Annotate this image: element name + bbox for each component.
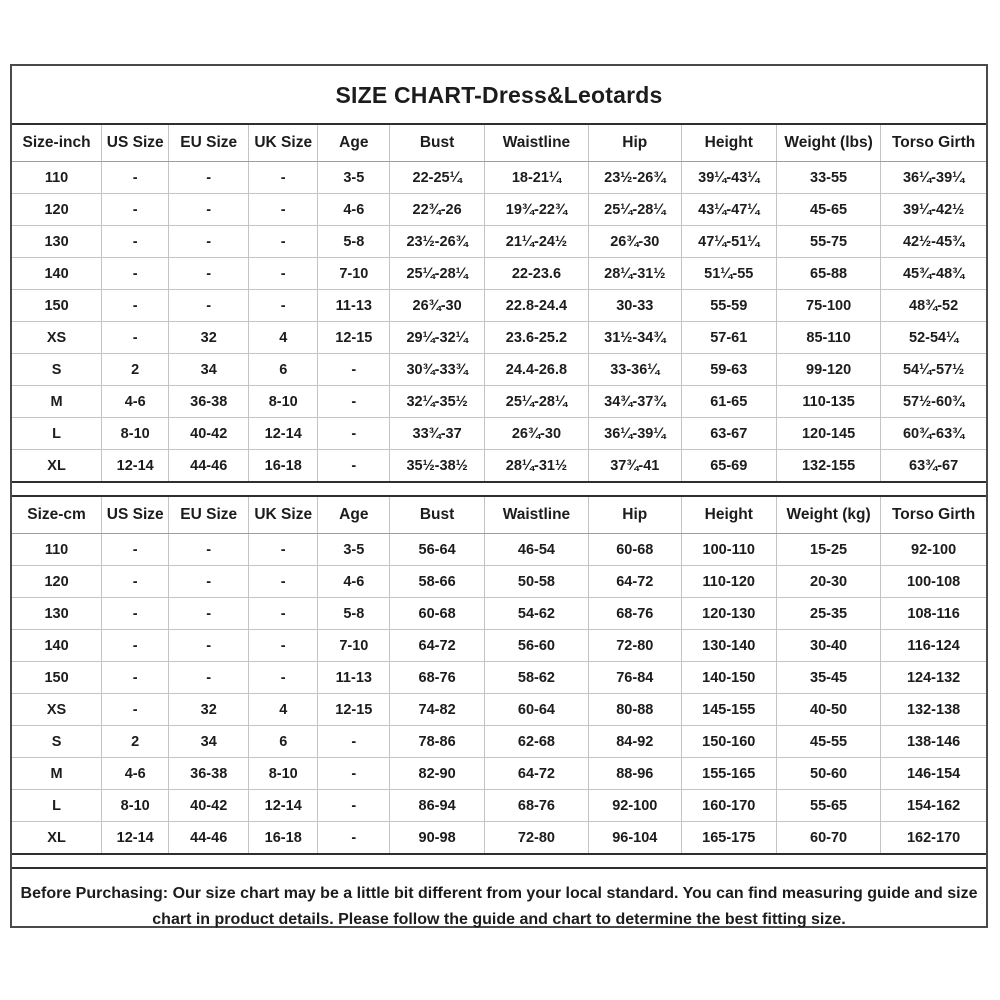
table-cell: 32: [169, 322, 249, 354]
table-cell: 110: [12, 534, 102, 566]
table-row: [12, 226, 986, 258]
table-cell: 7-10: [318, 258, 390, 290]
table-cell: 33-36¼: [589, 354, 682, 386]
table-cell: -: [169, 566, 249, 598]
table-cell: 3-5: [318, 534, 390, 566]
table-cell: 110: [12, 162, 102, 194]
table-cell: 150: [12, 290, 102, 322]
table-cell: 146-154: [881, 758, 986, 790]
header-cell: Hip: [589, 496, 682, 534]
table-row: [12, 758, 986, 790]
table-cell: 45-55: [776, 726, 880, 758]
table-cell: 59-63: [681, 354, 776, 386]
table-cell: 55-75: [776, 226, 880, 258]
table-cell: 82-90: [390, 758, 484, 790]
table-cell: 130-140: [681, 630, 776, 662]
table-cell: -: [102, 258, 169, 290]
table-cell: 78-86: [390, 726, 484, 758]
table-cell: 56-64: [390, 534, 484, 566]
table-cell: 16-18: [249, 450, 318, 483]
table-cell: 40-42: [169, 418, 249, 450]
table-cell: 39¼-42½: [881, 194, 986, 226]
table-cell: -: [102, 162, 169, 194]
table-cell: 5-8: [318, 226, 390, 258]
table-cell: -: [102, 566, 169, 598]
table-cell: 58-66: [390, 566, 484, 598]
table-cell: 84-92: [589, 726, 682, 758]
table-cell: 25¼-28¼: [589, 194, 682, 226]
table-cell: 68-76: [589, 598, 682, 630]
table-cell: 60-68: [589, 534, 682, 566]
table-cell: -: [318, 822, 390, 855]
header-cell: UK Size: [249, 124, 318, 162]
table-cell: 12-14: [249, 418, 318, 450]
table-cell: XS: [12, 322, 102, 354]
table-cell: 68-76: [390, 662, 484, 694]
table-cell: -: [249, 662, 318, 694]
table-cell: 16-18: [249, 822, 318, 855]
table-cell: 46-54: [484, 534, 588, 566]
table-cell: 22.8-24.4: [484, 290, 588, 322]
table-cell: 36-38: [169, 386, 249, 418]
table-cell: 140: [12, 630, 102, 662]
table-cell: 75-100: [776, 290, 880, 322]
table-cell: 130: [12, 226, 102, 258]
table-cell: 25¼-28¼: [484, 386, 588, 418]
table-cell: -: [169, 162, 249, 194]
table-cell: 29¼-32¼: [390, 322, 484, 354]
table-cell: 23½-26¾: [589, 162, 682, 194]
table-cell: 4: [249, 694, 318, 726]
header-cell: EU Size: [169, 124, 249, 162]
table-cell: -: [102, 290, 169, 322]
table-cell: -: [102, 694, 169, 726]
table-cell: 150-160: [681, 726, 776, 758]
table-cell: S: [12, 354, 102, 386]
table-cell: 132-138: [881, 694, 986, 726]
table-cell: 21¼-24½: [484, 226, 588, 258]
table-cell: 28¼-31½: [589, 258, 682, 290]
header-cell: Height: [681, 124, 776, 162]
table-cell: 63-67: [681, 418, 776, 450]
table-cell: 23½-26¾: [390, 226, 484, 258]
table-cell: -: [249, 194, 318, 226]
table-cell: 26¾-30: [390, 290, 484, 322]
table-cell: -: [318, 790, 390, 822]
table-cell: 32¼-35½: [390, 386, 484, 418]
table-cell: -: [318, 450, 390, 483]
table-cell: 57-61: [681, 322, 776, 354]
table-cell: -: [169, 290, 249, 322]
header-cell: US Size: [102, 496, 169, 534]
table-cell: 4: [249, 322, 318, 354]
table-cell: 12-15: [318, 694, 390, 726]
table-cell: 96-104: [589, 822, 682, 855]
table-cell: 42½-45¾: [881, 226, 986, 258]
table-cell: 160-170: [681, 790, 776, 822]
header-row: [12, 496, 986, 534]
table-cell: 2: [102, 726, 169, 758]
table-divider: [12, 483, 986, 495]
table-cell: -: [318, 758, 390, 790]
header-cell: Size-inch: [12, 124, 102, 162]
table-cell: 45-65: [776, 194, 880, 226]
table-cell: 50-60: [776, 758, 880, 790]
table-cell: 23.6-25.2: [484, 322, 588, 354]
table-cell: 55-65: [776, 790, 880, 822]
header-cell: Weight (kg): [776, 496, 880, 534]
header-cell: US Size: [102, 124, 169, 162]
table-cell: 34: [169, 726, 249, 758]
table-cell: 43¼-47¼: [681, 194, 776, 226]
table-cell: -: [249, 258, 318, 290]
table-cell: -: [318, 354, 390, 386]
table-cell: 36¼-39¼: [881, 162, 986, 194]
table-cell: 120: [12, 566, 102, 598]
table-cell: -: [318, 726, 390, 758]
table-cell: 150: [12, 662, 102, 694]
table-row: [12, 566, 986, 598]
table-cell: 32: [169, 694, 249, 726]
table-cell: 64-72: [484, 758, 588, 790]
size-table-inch: [12, 123, 986, 483]
table-cell: -: [249, 534, 318, 566]
table-cell: -: [249, 566, 318, 598]
table-cell: 24.4-26.8: [484, 354, 588, 386]
header-cell: Torso Girth: [881, 124, 986, 162]
table-cell: L: [12, 790, 102, 822]
table-cell: 50-58: [484, 566, 588, 598]
table-row: [12, 822, 986, 855]
table-cell: 37¾-41: [589, 450, 682, 483]
table-cell: 45¾-48¾: [881, 258, 986, 290]
table-row: [12, 290, 986, 322]
table-cell: 100-110: [681, 534, 776, 566]
table-cell: 6: [249, 354, 318, 386]
table-cell: 120-130: [681, 598, 776, 630]
table-row: [12, 354, 986, 386]
table-cell: -: [249, 598, 318, 630]
table-cell: -: [102, 322, 169, 354]
table-cell: 19¾-22¾: [484, 194, 588, 226]
table-cell: 100-108: [881, 566, 986, 598]
table-cell: 108-116: [881, 598, 986, 630]
table-cell: 154-162: [881, 790, 986, 822]
table-cell: XL: [12, 822, 102, 855]
table-cell: 25¼-28¼: [390, 258, 484, 290]
table-cell: 4-6: [318, 194, 390, 226]
table-cell: 33-55: [776, 162, 880, 194]
table-cell: 12-15: [318, 322, 390, 354]
table-cell: -: [102, 662, 169, 694]
table-cell: 20-30: [776, 566, 880, 598]
header-cell: Torso Girth: [881, 496, 986, 534]
table-cell: -: [318, 386, 390, 418]
table-cell: 39¼-43¼: [681, 162, 776, 194]
header-cell: Bust: [390, 496, 484, 534]
table-cell: 4-6: [318, 566, 390, 598]
table-cell: 99-120: [776, 354, 880, 386]
header-cell: Size-cm: [12, 496, 102, 534]
table-cell: 35-45: [776, 662, 880, 694]
table-cell: 162-170: [881, 822, 986, 855]
table-cell: 8-10: [102, 790, 169, 822]
table-cell: L: [12, 418, 102, 450]
table-cell: 60-64: [484, 694, 588, 726]
table-cell: 65-88: [776, 258, 880, 290]
table-cell: S: [12, 726, 102, 758]
table-cell: 12-14: [249, 790, 318, 822]
table-cell: 44-46: [169, 822, 249, 855]
table-cell: 68-76: [484, 790, 588, 822]
table-cell: 18-21¼: [484, 162, 588, 194]
table-cell: 140: [12, 258, 102, 290]
table-cell: 88-96: [589, 758, 682, 790]
table-cell: XL: [12, 450, 102, 483]
table-cell: -: [169, 534, 249, 566]
table-cell: 92-100: [881, 534, 986, 566]
table-cell: 124-132: [881, 662, 986, 694]
table-cell: 110-120: [681, 566, 776, 598]
table-cell: -: [249, 290, 318, 322]
table-cell: 60¾-63¾: [881, 418, 986, 450]
table-cell: 56-60: [484, 630, 588, 662]
table-cell: -: [169, 226, 249, 258]
table-cell: 40-42: [169, 790, 249, 822]
table-cell: 57½-60¾: [881, 386, 986, 418]
table-cell: 76-84: [589, 662, 682, 694]
table-cell: 4-6: [102, 758, 169, 790]
table-cell: 52-54¼: [881, 322, 986, 354]
table-cell: -: [102, 534, 169, 566]
table-row: [12, 322, 986, 354]
table-cell: 58-62: [484, 662, 588, 694]
table-cell: 54-62: [484, 598, 588, 630]
table-cell: 26¾-30: [589, 226, 682, 258]
table-cell: 8-10: [102, 418, 169, 450]
table-cell: 2: [102, 354, 169, 386]
table-cell: 34¾-37¾: [589, 386, 682, 418]
table-cell: 55-59: [681, 290, 776, 322]
table-cell: -: [169, 598, 249, 630]
table-cell: 80-88: [589, 694, 682, 726]
table-cell: 33¾-37: [390, 418, 484, 450]
table-cell: 36¼-39¼: [589, 418, 682, 450]
table-cell: 132-155: [776, 450, 880, 483]
table-cell: 22-25¼: [390, 162, 484, 194]
header-cell: Waistline: [484, 124, 588, 162]
table-cell: -: [102, 194, 169, 226]
table-cell: 22¾-26: [390, 194, 484, 226]
table-cell: 85-110: [776, 322, 880, 354]
table-row: [12, 450, 986, 483]
table-cell: 120-145: [776, 418, 880, 450]
table-cell: 140-150: [681, 662, 776, 694]
table-cell: 25-35: [776, 598, 880, 630]
table-cell: 62-68: [484, 726, 588, 758]
table-cell: 63¾-67: [881, 450, 986, 483]
table-row: [12, 162, 986, 194]
table-cell: 145-155: [681, 694, 776, 726]
table-cell: 138-146: [881, 726, 986, 758]
table-cell: 61-65: [681, 386, 776, 418]
table-cell: 8-10: [249, 386, 318, 418]
table-cell: 15-25: [776, 534, 880, 566]
table-row: [12, 386, 986, 418]
table-cell: 72-80: [484, 822, 588, 855]
table-cell: M: [12, 386, 102, 418]
table-cell: 54¼-57½: [881, 354, 986, 386]
table-cell: 72-80: [589, 630, 682, 662]
table-cell: 40-50: [776, 694, 880, 726]
table-cell: 11-13: [318, 662, 390, 694]
table-cell: 116-124: [881, 630, 986, 662]
table-cell: 12-14: [102, 822, 169, 855]
size-chart-frame: [10, 64, 988, 928]
table-row: [12, 534, 986, 566]
table-cell: 36-38: [169, 758, 249, 790]
table-cell: -: [102, 630, 169, 662]
table-cell: 12-14: [102, 450, 169, 483]
table-cell: XS: [12, 694, 102, 726]
table-cell: 165-175: [681, 822, 776, 855]
table-cell: 74-82: [390, 694, 484, 726]
table-cell: 3-5: [318, 162, 390, 194]
table-cell: 28¼-31½: [484, 450, 588, 483]
table-cell: 44-46: [169, 450, 249, 483]
table-cell: 64-72: [589, 566, 682, 598]
table-cell: -: [169, 258, 249, 290]
table-cell: 120: [12, 194, 102, 226]
header-cell: UK Size: [249, 496, 318, 534]
table-row: [12, 418, 986, 450]
table-cell: 35½-38½: [390, 450, 484, 483]
header-cell: Height: [681, 496, 776, 534]
table-row: [12, 630, 986, 662]
table-cell: 22-23.6: [484, 258, 588, 290]
purchase-note: Before Purchasing: Our size chart may be a little bit different from your local standard. You can find measuring guide and size chart in product details. Please follow the guide and chart to determine the best fitting size.: [12, 867, 986, 946]
table-cell: -: [102, 226, 169, 258]
table-cell: -: [169, 630, 249, 662]
table-cell: 60-70: [776, 822, 880, 855]
table-cell: 155-165: [681, 758, 776, 790]
header-cell: Waistline: [484, 496, 588, 534]
table-row: [12, 194, 986, 226]
table-cell: -: [249, 630, 318, 662]
table-cell: 47¼-51¼: [681, 226, 776, 258]
table-cell: 31½-34¾: [589, 322, 682, 354]
table-cell: -: [249, 162, 318, 194]
table-row: [12, 726, 986, 758]
table-cell: 60-68: [390, 598, 484, 630]
table-row: [12, 662, 986, 694]
table-cell: 30-40: [776, 630, 880, 662]
table-cell: 86-94: [390, 790, 484, 822]
table-cell: 6: [249, 726, 318, 758]
table-cell: M: [12, 758, 102, 790]
header-cell: Age: [318, 496, 390, 534]
page-title: SIZE CHART-Dress&Leotards: [335, 82, 663, 108]
table-cell: -: [249, 226, 318, 258]
table-cell: 30¾-33¾: [390, 354, 484, 386]
table-row: [12, 790, 986, 822]
table-cell: -: [318, 418, 390, 450]
table-row: [12, 694, 986, 726]
table-cell: 11-13: [318, 290, 390, 322]
table-cell: 51¼-55: [681, 258, 776, 290]
table-cell: 90-98: [390, 822, 484, 855]
table-row: [12, 258, 986, 290]
table-cell: 30-33: [589, 290, 682, 322]
header-cell: Age: [318, 124, 390, 162]
header-cell: EU Size: [169, 496, 249, 534]
header-row: [12, 124, 986, 162]
table-cell: 130: [12, 598, 102, 630]
table-cell: 7-10: [318, 630, 390, 662]
table-cell: 26¾-30: [484, 418, 588, 450]
table-cell: -: [169, 662, 249, 694]
table-cell: 8-10: [249, 758, 318, 790]
table-cell: -: [102, 598, 169, 630]
table-cell: 92-100: [589, 790, 682, 822]
header-cell: Weight (lbs): [776, 124, 880, 162]
table-cell: -: [169, 194, 249, 226]
table-cell: 34: [169, 354, 249, 386]
table-row: [12, 598, 986, 630]
table-cell: 5-8: [318, 598, 390, 630]
table-cell: 4-6: [102, 386, 169, 418]
table-cell: 48¾-52: [881, 290, 986, 322]
header-cell: Hip: [589, 124, 682, 162]
size-table-cm: [12, 495, 986, 855]
table-cell: 65-69: [681, 450, 776, 483]
header-cell: Bust: [390, 124, 484, 162]
table-cell: 64-72: [390, 630, 484, 662]
table-cell: 110-135: [776, 386, 880, 418]
